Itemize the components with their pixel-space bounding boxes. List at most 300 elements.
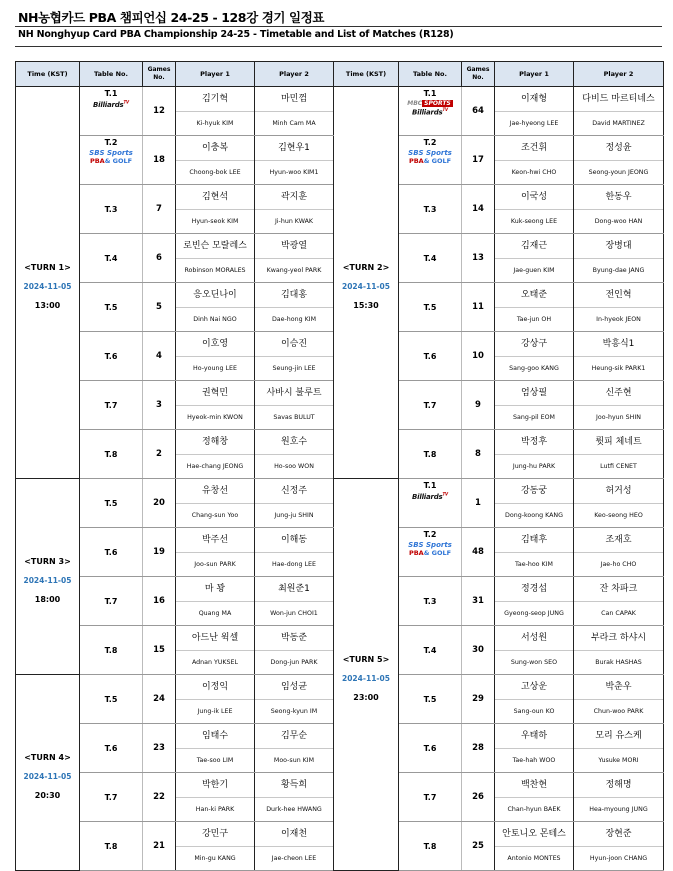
player-name-ko: 박주선: [176, 528, 254, 553]
left-player2-cell: [255, 577, 334, 626]
left-player2-cell: [255, 283, 334, 332]
player-name-en: Chang-sun Yoo: [191, 512, 239, 519]
billiards-logo: [80, 100, 142, 109]
right-player2-cell: [574, 381, 664, 430]
player-name-en: Ki-hyuk KIM: [196, 120, 234, 127]
page-title: NH농협카드 PBA 챔피언십 24-25 - 128강 경기 일정표: [18, 10, 325, 25]
tv-logo-text: TV: [442, 492, 448, 497]
mbc-logo-text: MBC: [407, 100, 423, 107]
sbs-sports-logo: SBS Sports: [89, 149, 133, 157]
game-number: 11: [462, 283, 495, 332]
player-name-en: Tae-jun OH: [516, 316, 552, 323]
left-player1-cell: [176, 724, 255, 773]
player-name-ko: 이해동: [255, 528, 333, 553]
right-player2-cell: [574, 87, 664, 136]
left-player1-cell: [176, 87, 255, 136]
player-name-en: Ho-young LEE: [193, 365, 237, 372]
header-player1: Player 1: [176, 62, 255, 87]
left-player1-cell: [176, 822, 255, 871]
right-player1-cell: [495, 577, 574, 626]
player-name-en: Dae-hong KIM: [271, 316, 317, 323]
player-name-en: Antonio MONTES: [507, 855, 561, 862]
left-table-number-cell: [80, 822, 143, 871]
game-number: 5: [143, 283, 176, 332]
game-number: 18: [143, 136, 176, 185]
player-name-en: Adnan YUKSEL: [191, 659, 239, 666]
player-name-ko: 김재근: [495, 234, 573, 259]
match-row: [16, 479, 664, 528]
player-name-en: Keon-hwi CHO: [511, 169, 557, 176]
left-table-number-cell: [80, 675, 143, 724]
player-name-ko: 장병대: [574, 234, 663, 259]
player-name-en: Byung-dae JANG: [592, 267, 645, 274]
left-player1-cell: [176, 381, 255, 430]
pba-logo-text: PBA: [408, 549, 424, 557]
player-name-en: Jae-guen KIM: [513, 267, 555, 274]
header-player2: Player 2: [255, 62, 334, 87]
right-table-number-cell: [399, 577, 462, 626]
pba-golf-logo: [399, 157, 461, 165]
left-table-number-cell: [80, 577, 143, 626]
table-number: T.6: [104, 351, 118, 361]
left-table-number-cell: [80, 185, 143, 234]
player-name-ko: 엄상필: [495, 381, 573, 406]
game-number: 3: [143, 381, 176, 430]
player-name-en: Seong-youn JEONG: [588, 169, 649, 176]
game-number: 28: [462, 724, 495, 773]
player-name-en: Quang MA: [198, 610, 232, 617]
player-name-ko: 안토니오 몬테스: [495, 822, 573, 847]
table-number: T.8: [104, 645, 118, 655]
left-turn-3-cell: [16, 675, 80, 871]
right-table-number-cell: [399, 773, 462, 822]
left-player2-cell: [255, 773, 334, 822]
right-table-number-cell: [399, 87, 462, 136]
turn-label: <TURN 5>: [342, 655, 390, 664]
header-time: Time (KST): [334, 62, 399, 87]
right-table-number-cell: [399, 724, 462, 773]
left-player2-cell: [255, 381, 334, 430]
left-player2-cell: [255, 332, 334, 381]
sports-logo-text: SPORTS: [424, 100, 451, 107]
game-number: 48: [462, 528, 495, 577]
left-player2-cell: [255, 822, 334, 871]
player-name-en: Tae-soo LIM: [196, 757, 234, 764]
game-number: 6: [143, 234, 176, 283]
right-player2-cell: [574, 528, 664, 577]
player-name-en: Hyeok-min KWON: [187, 414, 243, 421]
player-name-en: Moo-sun KIM: [273, 757, 315, 764]
game-number: 22: [143, 773, 176, 822]
left-turn-1-cell: [16, 87, 80, 479]
left-table-number-cell: [80, 626, 143, 675]
player-name-en: Tae-hoo KIM: [515, 561, 553, 568]
right-player1-cell: [495, 724, 574, 773]
left-player1-cell: [176, 332, 255, 381]
left-table-number-cell: [80, 773, 143, 822]
game-number: 19: [143, 528, 176, 577]
right-player2-cell: [574, 136, 664, 185]
player-name-en: Hea-myoung JUNG: [589, 806, 648, 813]
table-number: T.7: [104, 596, 118, 606]
right-player2-cell: [574, 332, 664, 381]
player-name-ko: 륏피 체네트: [574, 430, 663, 455]
player-name-ko: 신주현: [574, 381, 663, 406]
sbs-sports-logo: SBS Sports: [408, 541, 452, 549]
left-table-number-cell: [80, 332, 143, 381]
left-table-number-cell: [80, 136, 143, 185]
table-number: T.8: [423, 841, 437, 851]
player-name-ko: 황득희: [255, 773, 333, 798]
turn-label: <TURN 4>: [24, 753, 71, 762]
player-name-en: Kuk-seong LEE: [510, 218, 558, 225]
game-number: 24: [143, 675, 176, 724]
right-table-number-cell: [399, 822, 462, 871]
table-number: T.6: [104, 743, 118, 753]
left-turn-2-cell: [16, 479, 80, 675]
player-name-ko: 이재천: [255, 822, 333, 847]
right-player2-cell: [574, 724, 664, 773]
left-player2-cell: [255, 234, 334, 283]
player-name-ko: 오태준: [495, 283, 573, 308]
mbc-sports-logo: [399, 100, 461, 107]
game-number: 17: [462, 136, 495, 185]
player-name-ko: 잔 차파크: [574, 577, 663, 602]
player-name-ko: 이호영: [176, 332, 254, 357]
header-player1: Player 1: [495, 62, 574, 87]
game-number: 64: [462, 87, 495, 136]
table-number: T.6: [423, 351, 437, 361]
turn-label: <TURN 3>: [24, 557, 71, 566]
header-row: [16, 62, 664, 87]
header-games-line1: Games: [466, 66, 490, 73]
player-name-en: Savas BULUT: [273, 414, 315, 421]
page-subtitle: NH Nonghyup Card PBA Championship 24-25 - Timetable and List of Matches (R128): [18, 29, 454, 40]
left-player2-cell: [255, 626, 334, 675]
player-name-en: Jae-cheon LEE: [271, 855, 317, 862]
player-name-ko: 정성윤: [574, 136, 663, 161]
pba-logo-text: PBA: [408, 157, 424, 165]
left-table-number-cell: [80, 283, 143, 332]
table-number: T.3: [104, 204, 118, 214]
player-name-en: Robinson MORALES: [184, 267, 246, 274]
right-table-number-cell: [399, 528, 462, 577]
player-name-ko: 아드난 윅셀: [176, 626, 254, 651]
turn-label: <TURN 2>: [342, 263, 390, 272]
table-number: T.7: [423, 400, 437, 410]
right-player2-cell: [574, 577, 664, 626]
right-player2-cell: [574, 479, 664, 528]
table-number: T.5: [104, 694, 118, 704]
turn-date: 2024-11-05: [342, 282, 390, 291]
left-table-number-cell: [80, 528, 143, 577]
game-number: 13: [462, 234, 495, 283]
turn-date: 2024-11-05: [23, 772, 72, 781]
turn-time: 15:30: [353, 301, 379, 310]
player-name-en: Jung-hu PARK: [512, 463, 556, 470]
left-table-number-cell: [80, 87, 143, 136]
right-player2-cell: [574, 234, 664, 283]
player-name-ko: 사바시 불루트: [255, 381, 333, 406]
player-name-en: Sung-won SEO: [510, 659, 558, 666]
player-name-en: Gyeong-seop JUNG: [504, 610, 564, 617]
player-name-ko: 로빈슨 모랄레스: [176, 234, 254, 259]
player-name-ko: 강상구: [495, 332, 573, 357]
game-number: 10: [462, 332, 495, 381]
player-name-en: Dong-woo HAN: [594, 218, 643, 225]
right-player2-cell: [574, 283, 664, 332]
player-name-en: Hyun-woo KIM1: [269, 169, 319, 176]
table-number: T.4: [104, 253, 118, 263]
player-name-ko: 이재형: [495, 87, 573, 112]
left-player1-cell: [176, 577, 255, 626]
left-table-number-cell: [80, 724, 143, 773]
right-player2-cell: [574, 773, 664, 822]
right-player1-cell: [495, 479, 574, 528]
player-name-ko: 응오딘나이: [176, 283, 254, 308]
right-player2-cell: [574, 626, 664, 675]
right-player2-cell: [574, 185, 664, 234]
left-player2-cell: [255, 479, 334, 528]
player-name-ko: 한동우: [574, 185, 663, 210]
left-player1-cell: [176, 626, 255, 675]
left-table-number-cell: [80, 430, 143, 479]
game-number: 15: [143, 626, 176, 675]
right-player1-cell: [495, 283, 574, 332]
table-number: T.8: [423, 449, 437, 459]
table-number: T.1: [423, 481, 437, 490]
game-number: 30: [462, 626, 495, 675]
player-name-en: Won-jun CHOI1: [270, 610, 318, 617]
pba-logo-text: PBA: [89, 157, 105, 165]
player-name-en: Joo-hyun SHIN: [596, 414, 641, 421]
player-name-en: Hyun-seok KIM: [191, 218, 239, 225]
player-name-en: Keo-seong HEO: [594, 512, 643, 519]
player-name-en: Seung-jin LEE: [272, 365, 316, 372]
left-player2-cell: [255, 87, 334, 136]
table-number: T.8: [104, 841, 118, 851]
player-name-ko: 정경섭: [495, 577, 573, 602]
billiards-logo-text: Billiards: [412, 493, 443, 502]
player-name-en: Yusuke MORI: [598, 757, 639, 764]
title-divider: [15, 26, 662, 27]
player-name-en: David MARTINEZ: [592, 120, 645, 127]
player-name-en: Dinh Nai NGO: [193, 316, 237, 323]
player-name-en: Lutfi CENET: [600, 463, 637, 470]
game-number: 12: [143, 87, 176, 136]
left-player2-cell: [255, 136, 334, 185]
sbs-logo: [399, 149, 461, 165]
player-name-en: Dong-koong KANG: [505, 512, 563, 519]
left-table-number-cell: [80, 234, 143, 283]
player-name-ko: 박동준: [255, 626, 333, 651]
player-name-en: Min-gu KANG: [194, 855, 236, 862]
left-player1-cell: [176, 528, 255, 577]
right-table-number-cell: [399, 479, 462, 528]
player-name-ko: 고상운: [495, 675, 573, 700]
right-table-number-cell: [399, 430, 462, 479]
right-player1-cell: [495, 381, 574, 430]
player-name-en: Chan-hyun BAEK: [507, 806, 561, 813]
billiards-logo-text: Billiards: [93, 101, 124, 110]
right-player1-cell: [495, 332, 574, 381]
player-name-ko: 김현우1: [255, 136, 333, 161]
billiards-logo: [399, 492, 461, 501]
player-name-ko: 김태후: [495, 528, 573, 553]
schedule-body: [16, 62, 664, 871]
game-number: 25: [462, 822, 495, 871]
table-number: T.4: [423, 645, 437, 655]
left-player1-cell: [176, 773, 255, 822]
game-number: 1: [462, 479, 495, 528]
player-name-ko: 마 꽝: [176, 577, 254, 602]
game-number: 21: [143, 822, 176, 871]
player-name-en: Ho-soo WON: [274, 463, 314, 470]
right-player1-cell: [495, 822, 574, 871]
player-name-ko: 김대홍: [255, 283, 333, 308]
table-number: T.4: [423, 253, 437, 263]
left-player2-cell: [255, 430, 334, 479]
turn-date: 2024-11-05: [23, 282, 72, 291]
player-name-en: Jae-ho CHO: [600, 561, 637, 568]
table-number: T.7: [104, 792, 118, 802]
player-name-ko: 전인혁: [574, 283, 663, 308]
right-player2-cell: [574, 822, 664, 871]
right-player1-cell: [495, 87, 574, 136]
player-name-ko: 강동궁: [495, 479, 573, 504]
player-name-ko: 이충복: [176, 136, 254, 161]
player-name-en: Jung-ik LEE: [197, 708, 233, 715]
player-name-ko: 신정주: [255, 479, 333, 504]
turn-date: 2024-11-05: [342, 674, 390, 683]
right-table-number-cell: [399, 136, 462, 185]
player-name-en: Durk-hee HWANG: [266, 806, 322, 813]
table-number: T.8: [104, 449, 118, 459]
player-name-ko: 박광열: [255, 234, 333, 259]
player-name-ko: 박흥식1: [574, 332, 663, 357]
table-number: T.2: [104, 138, 118, 147]
player-name-ko: 이정익: [176, 675, 254, 700]
left-table-number-cell: [80, 479, 143, 528]
player-name-en: Seong-kyun IM: [270, 708, 318, 715]
player-name-en: Heung-sik PARK1: [591, 365, 646, 372]
game-number: 16: [143, 577, 176, 626]
left-player1-cell: [176, 136, 255, 185]
player-name-ko: 이승진: [255, 332, 333, 357]
player-name-ko: 김현석: [176, 185, 254, 210]
header-table: Table No.: [80, 62, 143, 87]
player-name-ko: 이국성: [495, 185, 573, 210]
game-number: 26: [462, 773, 495, 822]
turn-date: 2024-11-05: [23, 576, 72, 585]
table-number: T.7: [104, 400, 118, 410]
player-name-ko: 다비드 마르티네스: [574, 87, 663, 112]
right-player2-cell: [574, 675, 664, 724]
billiards-tv-logo: [412, 493, 448, 501]
tv-logo-text: TV: [442, 107, 448, 112]
table-number: T.1: [423, 89, 437, 98]
player-name-ko: 박춘우: [574, 675, 663, 700]
turn-time: 20:30: [34, 791, 61, 800]
right-player1-cell: [495, 773, 574, 822]
player-name-en: Jung-ju SHIN: [274, 512, 314, 519]
left-player2-cell: [255, 724, 334, 773]
left-player2-cell: [255, 675, 334, 724]
player-name-ko: 원호수: [255, 430, 333, 455]
table-number: T.2: [423, 530, 437, 539]
left-player1-cell: [176, 234, 255, 283]
right-player2-cell: [574, 430, 664, 479]
right-table-number-cell: [399, 626, 462, 675]
player-name-en: Sang-oun KO: [513, 708, 555, 715]
game-number: 9: [462, 381, 495, 430]
player-name-en: Sang-goo KANG: [509, 365, 559, 372]
left-player1-cell: [176, 283, 255, 332]
pba-golf-logo: [80, 157, 142, 165]
right-player1-cell: [495, 528, 574, 577]
player-name-ko: 장현준: [574, 822, 663, 847]
game-number: 2: [143, 430, 176, 479]
game-number: 29: [462, 675, 495, 724]
game-number: 20: [143, 479, 176, 528]
game-number: 7: [143, 185, 176, 234]
player-name-ko: 김무순: [255, 724, 333, 749]
right-table-number-cell: [399, 283, 462, 332]
player-name-en: Hae-chang JEONG: [186, 463, 244, 470]
table-number: T.3: [423, 596, 437, 606]
right-player1-cell: [495, 185, 574, 234]
game-number: 31: [462, 577, 495, 626]
player-name-ko: 임성균: [255, 675, 333, 700]
player-name-ko: 유창선: [176, 479, 254, 504]
right-player1-cell: [495, 430, 574, 479]
player-name-ko: 조재호: [574, 528, 663, 553]
mbc-logo: [399, 100, 461, 116]
table-number: T.5: [104, 302, 118, 312]
table-number: T.2: [423, 138, 437, 147]
player-name-en: Burak HASHAS: [595, 659, 642, 666]
header-games-line2: No.: [472, 74, 484, 81]
player-name-ko: 허거성: [574, 479, 663, 504]
right-table-number-cell: [399, 675, 462, 724]
player-name-ko: 강민구: [176, 822, 254, 847]
right-table-number-cell: [399, 332, 462, 381]
player-name-ko: 최원준1: [255, 577, 333, 602]
player-name-en: Kwang-yeol PARK: [266, 267, 322, 274]
player-name-ko: 조건휘: [495, 136, 573, 161]
turn-label: <TURN 1>: [24, 263, 71, 272]
billiards-logo-text: Billiards: [412, 108, 443, 117]
turn-time: 18:00: [34, 595, 61, 604]
player-name-en: Sang-pil EOM: [513, 414, 555, 421]
player-name-ko: 박한기: [176, 773, 254, 798]
right-player1-cell: [495, 626, 574, 675]
player-name-en: In-hyeok JEON: [596, 316, 641, 323]
turn-time: 23:00: [353, 693, 379, 702]
left-player1-cell: [176, 479, 255, 528]
header-games: [462, 62, 495, 87]
table-number: T.1: [104, 89, 118, 98]
player-name-ko: 박정후: [495, 430, 573, 455]
player-name-ko: 곽지훈: [255, 185, 333, 210]
player-name-ko: 권혁민: [176, 381, 254, 406]
right-table-number-cell: [399, 234, 462, 283]
player-name-en: Han-ki PARK: [195, 806, 235, 813]
sbs-sports-logo: SBS Sports: [408, 149, 452, 157]
player-name-en: Dong-jun PARK: [270, 659, 318, 666]
player-name-ko: 부라크 하샤시: [574, 626, 663, 651]
player-name-en: Tae-hah WOO: [512, 757, 556, 764]
